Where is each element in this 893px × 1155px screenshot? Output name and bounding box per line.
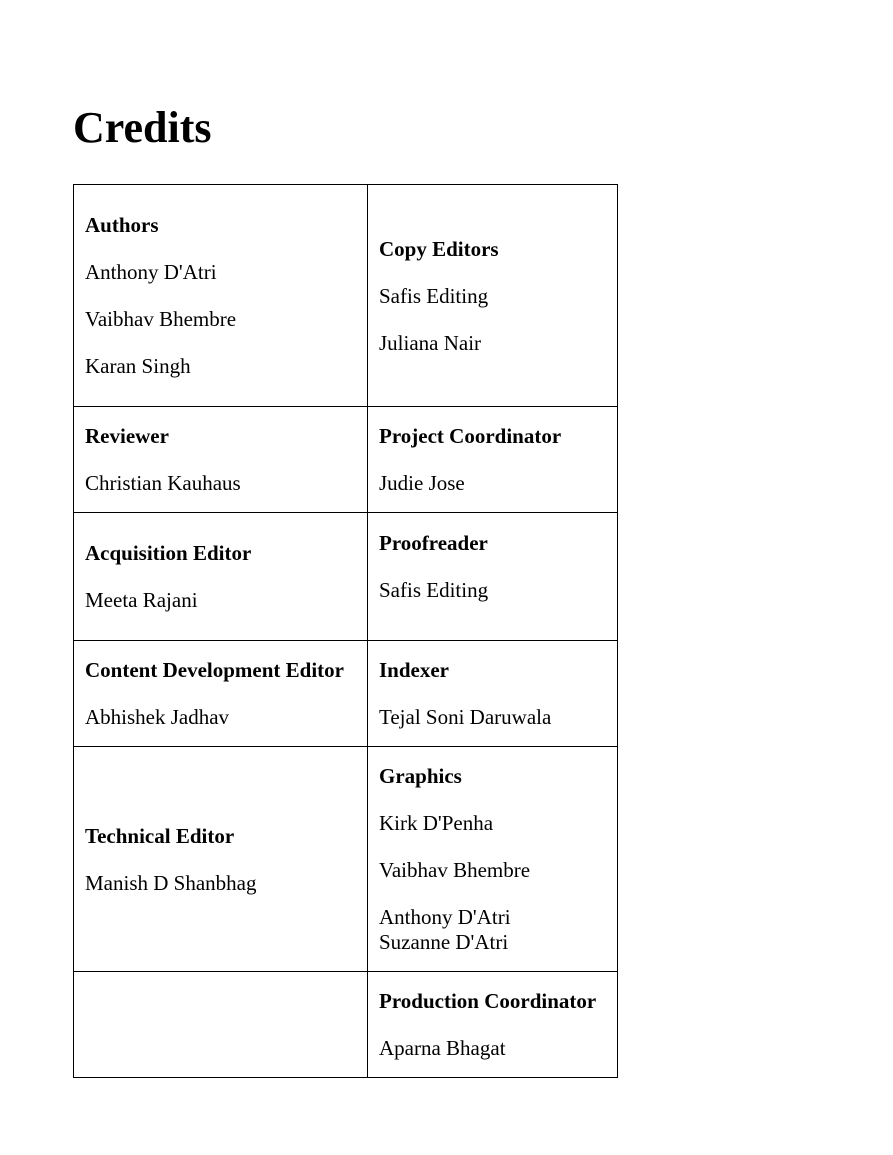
page-title: Credits xyxy=(73,103,212,152)
person-name: Anthony D'Atri xyxy=(85,260,217,284)
person-name: Anthony D'Atri xyxy=(379,905,511,929)
role-label: Acquisition Editor xyxy=(85,541,252,565)
table-row xyxy=(74,513,618,641)
credits-cell-empty xyxy=(74,972,368,1078)
person-name: Aparna Bhagat xyxy=(379,1036,506,1060)
role-label: Indexer xyxy=(379,658,449,682)
person-name: Judie Jose xyxy=(379,471,465,495)
person-name: Meeta Rajani xyxy=(85,588,198,612)
table-row xyxy=(74,641,618,747)
person-name: Karan Singh xyxy=(85,354,191,378)
table-row xyxy=(74,407,618,513)
person-name: Vaibhav Bhembre xyxy=(85,307,237,331)
role-label: Technical Editor xyxy=(85,823,235,848)
credits-cell-copy-editors xyxy=(368,185,618,407)
credits-cell-authors xyxy=(74,185,368,407)
person-name: Manish D Shanbhag xyxy=(85,870,257,895)
person-name: Juliana Nair xyxy=(379,330,482,355)
role-label: Content Development Editor xyxy=(85,658,344,682)
person-name: Safis Editing xyxy=(379,578,489,602)
person-name: Kirk D'Penha xyxy=(379,811,494,835)
role-label: Project Coordinator xyxy=(379,424,562,448)
role-label: Copy Editors xyxy=(379,236,499,261)
person-name: Christian Kauhaus xyxy=(85,471,241,495)
credits-cell-technical-editor xyxy=(74,747,368,972)
credits-cell-proofreader xyxy=(368,513,618,641)
credits-cell-production-coordinator xyxy=(368,972,618,1078)
table-row xyxy=(74,185,618,407)
role-label: Reviewer xyxy=(85,424,169,448)
person-name: Tejal Soni Daruwala xyxy=(379,705,552,729)
table-row xyxy=(74,972,618,1078)
person-name: Suzanne D'Atri xyxy=(379,930,509,954)
person-name: Abhishek Jadhav xyxy=(85,705,230,729)
credits-cell-content-development-editor xyxy=(74,641,368,747)
credits-cell-reviewer xyxy=(74,407,368,513)
role-label: Production Coordinator xyxy=(379,989,597,1013)
table-row xyxy=(74,747,618,972)
person-name: Vaibhav Bhembre xyxy=(379,858,531,882)
person-name: Safis Editing xyxy=(379,283,489,308)
credits-cell-acquisition-editor xyxy=(74,513,368,641)
credits-cell-project-coordinator xyxy=(368,407,618,513)
role-label: Graphics xyxy=(379,764,462,788)
credits-table xyxy=(73,184,618,1078)
role-label: Authors xyxy=(85,213,159,237)
credits-cell-graphics xyxy=(368,747,618,972)
credits-cell-indexer xyxy=(368,641,618,747)
role-label: Proofreader xyxy=(379,531,488,555)
